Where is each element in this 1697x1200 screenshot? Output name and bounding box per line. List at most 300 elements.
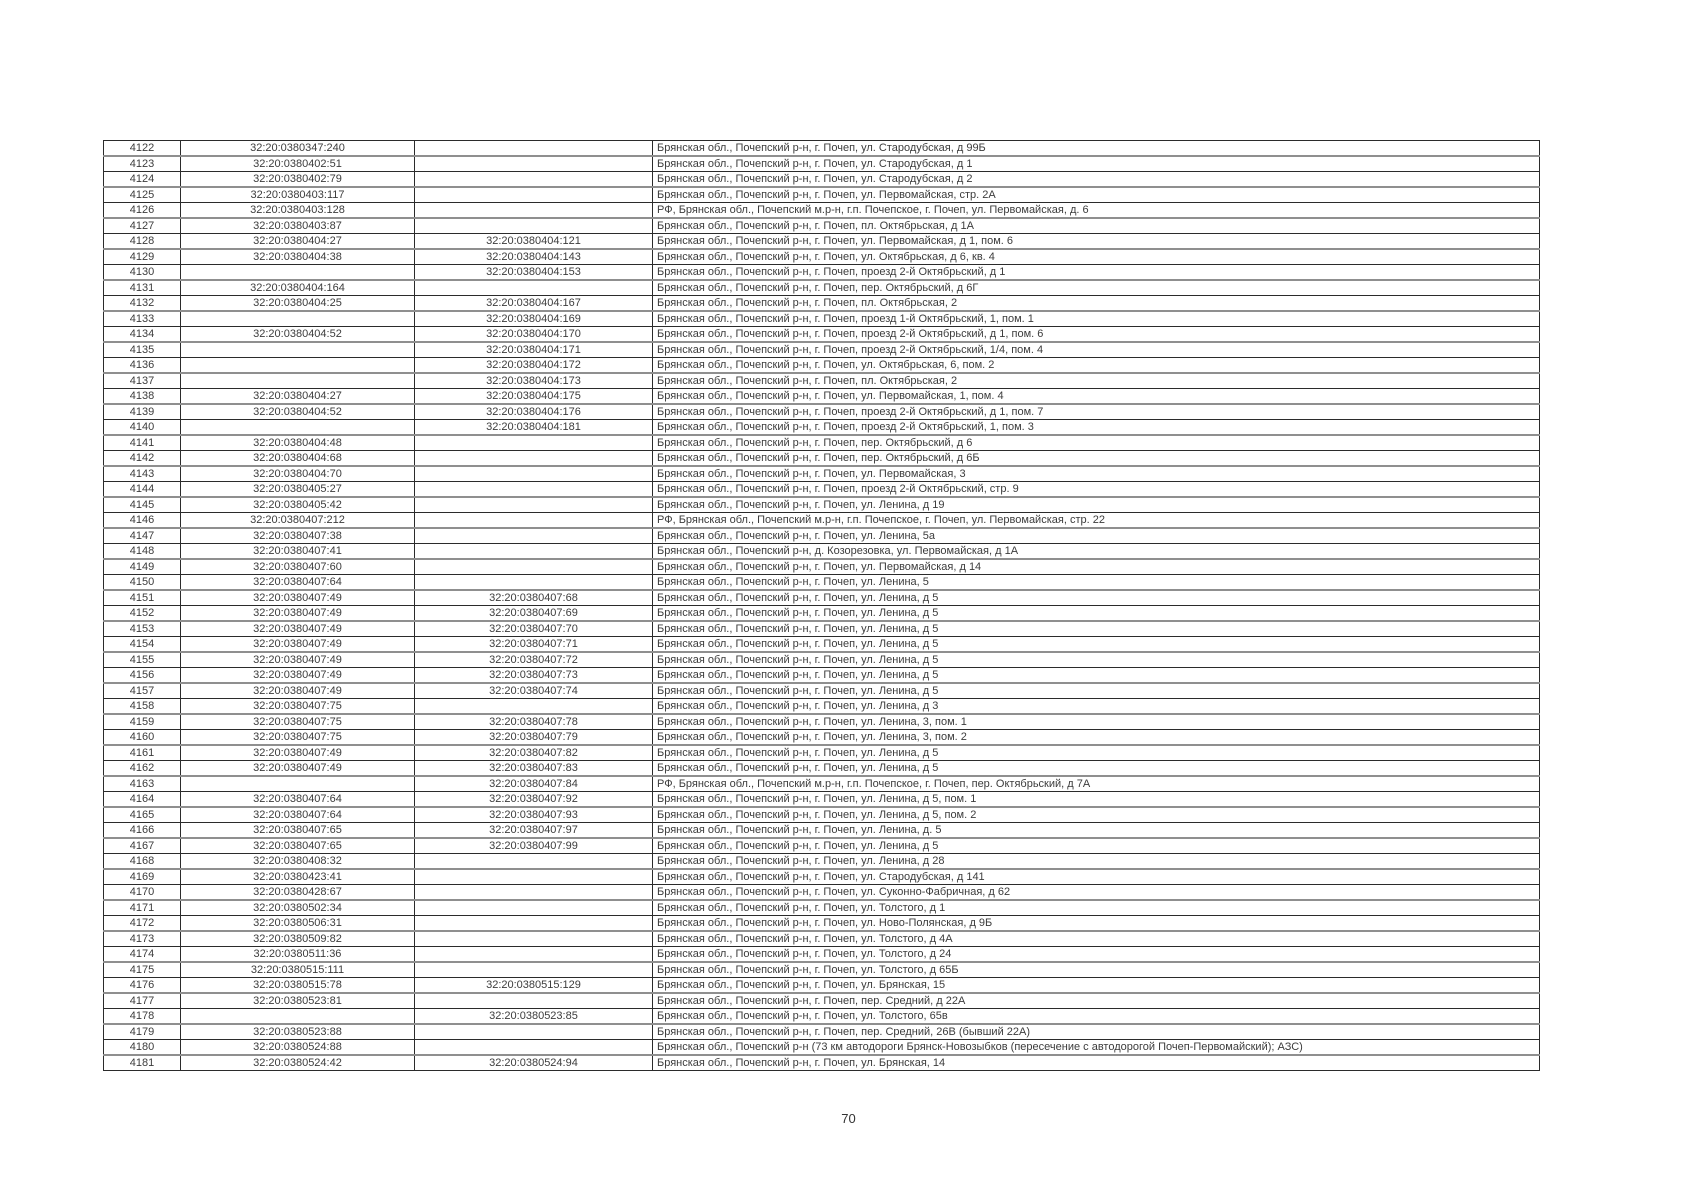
table-row (104, 730, 1540, 746)
table-row (104, 373, 1540, 389)
cadastral-number-cell (181, 265, 415, 281)
address-cell: Брянская обл., Почепский р-н, г. Почеп, пл. Октябрьская, 2 (653, 373, 1540, 389)
cadastral-number-cell: 32:20:0380523:88 (181, 1024, 415, 1040)
address-cell: Брянская обл., Почепский р-н, г. Почеп, ул. Ленина, д 5 (653, 745, 1540, 761)
table-row (104, 389, 1540, 405)
cadastral-number-cell: 32:20:0380407:75 (181, 699, 415, 715)
row-number-cell: 4136 (104, 358, 181, 374)
cadastral-number-cell: 32:20:0380407:60 (181, 559, 415, 575)
cadastral-number-2-cell (415, 497, 653, 513)
cadastral-number-cell: 32:20:0380407:49 (181, 621, 415, 637)
address-cell: Брянская обл., Почепский р-н, г. Почеп, пер. Октябрьский, д 6 (653, 435, 1540, 451)
table-row (104, 699, 1540, 715)
row-number-cell: 4180 (104, 1040, 181, 1056)
cadastral-number-2-cell: 32:20:0380407:93 (415, 807, 653, 823)
cadastral-number-2-cell: 32:20:0380404:181 (415, 420, 653, 436)
table-row (104, 435, 1540, 451)
row-number-cell: 4153 (104, 621, 181, 637)
cadastral-number-cell: 32:20:0380347:240 (181, 141, 415, 157)
row-number-cell: 4181 (104, 1055, 181, 1071)
table-row (104, 745, 1540, 761)
address-cell: Брянская обл., Почепский р-н, г. Почеп, ул. Ленина, 5а (653, 528, 1540, 544)
cadastral-number-2-cell (415, 699, 653, 715)
address-cell: Брянская обл., Почепский р-н, г. Почеп, ул. Первомайская, д 1, пом. 6 (653, 234, 1540, 250)
address-cell: Брянская обл., Почепский р-н, г. Почеп, ул. Ленина, д 19 (653, 497, 1540, 513)
table-row (104, 947, 1540, 963)
cadastral-number-cell: 32:20:0380404:38 (181, 249, 415, 265)
row-number-cell: 4132 (104, 296, 181, 312)
address-cell: Брянская обл., Почепский р-н, г. Почеп, ул. Ленина, д 5 (653, 668, 1540, 684)
cadastral-number-2-cell: 32:20:0380515:129 (415, 978, 653, 994)
cadastral-number-2-cell: 32:20:0380404:167 (415, 296, 653, 312)
table-row (104, 590, 1540, 606)
row-number-cell: 4146 (104, 513, 181, 529)
table-row (104, 203, 1540, 219)
cadastral-number-2-cell (415, 544, 653, 560)
address-cell: Брянская обл., Почепский р-н, г. Почеп, ул. Ленина, д 28 (653, 854, 1540, 870)
row-number-cell: 4128 (104, 234, 181, 250)
cadastral-number-cell: 32:20:0380407:49 (181, 606, 415, 622)
cadastral-number-2-cell (415, 1040, 653, 1056)
cadastral-number-2-cell (415, 513, 653, 529)
cadastral-number-2-cell (415, 559, 653, 575)
address-cell: Брянская обл., Почепский р-н, г. Почеп, пер. Средний, д 22А (653, 993, 1540, 1009)
cadastral-number-2-cell: 32:20:0380404:171 (415, 342, 653, 358)
address-cell: Брянская обл., Почепский р-н, г. Почеп, ул. Толстого, д 24 (653, 947, 1540, 963)
table-row (104, 714, 1540, 730)
cadastral-number-2-cell: 32:20:0380407:69 (415, 606, 653, 622)
row-number-cell: 4145 (104, 497, 181, 513)
row-number-cell: 4155 (104, 652, 181, 668)
table-row (104, 482, 1540, 498)
cadastral-number-2-cell: 32:20:0380404:173 (415, 373, 653, 389)
address-cell: Брянская обл., Почепский р-н, г. Почеп, ул. Ново-Полянская, д 9Б (653, 916, 1540, 932)
cadastral-number-2-cell (415, 187, 653, 203)
cadastral-number-cell: 32:20:0380404:52 (181, 327, 415, 343)
cadastral-number-cell: 32:20:0380404:70 (181, 466, 415, 482)
row-number-cell: 4177 (104, 993, 181, 1009)
cadastral-number-cell: 32:20:0380506:31 (181, 916, 415, 932)
cadastral-number-cell: 32:20:0380407:38 (181, 528, 415, 544)
row-number-cell: 4149 (104, 559, 181, 575)
address-cell: Брянская обл., Почепский р-н, г. Почеп, ул. Ленина, д 5 (653, 652, 1540, 668)
cadastral-number-cell: 32:20:0380407:64 (181, 807, 415, 823)
address-cell: Брянская обл., Почепский р-н, г. Почеп, ул. Первомайская, стр. 2А (653, 187, 1540, 203)
table-row (104, 420, 1540, 436)
cadastral-number-2-cell: 32:20:0380404:143 (415, 249, 653, 265)
row-number-cell: 4166 (104, 823, 181, 839)
cadastral-number-2-cell: 32:20:0380407:99 (415, 838, 653, 854)
row-number-cell: 4143 (104, 466, 181, 482)
address-cell: Брянская обл., Почепский р-н, г. Почеп, проезд 2-й Октябрьский, 1/4, пом. 4 (653, 342, 1540, 358)
row-number-cell: 4164 (104, 792, 181, 808)
cadastral-number-2-cell: 32:20:0380407:82 (415, 745, 653, 761)
address-cell: Брянская обл., Почепский р-н, г. Почеп, ул. Толстого, д 65Б (653, 962, 1540, 978)
cadastral-number-2-cell: 32:20:0380407:78 (415, 714, 653, 730)
address-cell: Брянская обл., Почепский р-н, г. Почеп, ул. Ленина, д 5 (653, 838, 1540, 854)
cadastral-number-2-cell (415, 482, 653, 498)
address-cell: Брянская обл., Почепский р-н, г. Почеп, пер. Октябрьский, д 6Г (653, 280, 1540, 296)
cadastral-number-cell: 32:20:0380407:212 (181, 513, 415, 529)
row-number-cell: 4169 (104, 869, 181, 885)
address-cell: Брянская обл., Почепский р-н, г. Почеп, пл. Октябрьская, 2 (653, 296, 1540, 312)
address-cell: Брянская обл., Почепский р-н, г. Почеп, ул. Ленина, д 5 (653, 621, 1540, 637)
table-row (104, 296, 1540, 312)
cadastral-number-2-cell: 32:20:0380404:121 (415, 234, 653, 250)
address-cell: Брянская обл., Почепский р-н, г. Почеп, ул. Ленина, 3, пом. 1 (653, 714, 1540, 730)
cadastral-number-2-cell (415, 451, 653, 467)
cadastral-number-cell (181, 358, 415, 374)
cadastral-number-2-cell: 32:20:0380524:94 (415, 1055, 653, 1071)
table-row (104, 900, 1540, 916)
address-cell: Брянская обл., Почепский р-н, г. Почеп, ул. Стародубская, д 141 (653, 869, 1540, 885)
row-number-cell: 4144 (104, 482, 181, 498)
cadastral-number-2-cell: 32:20:0380404:175 (415, 389, 653, 405)
cadastral-number-cell: 32:20:0380407:64 (181, 792, 415, 808)
address-cell: Брянская обл., Почепский р-н, г. Почеп, ул. Первомайская, д 14 (653, 559, 1540, 575)
cadastral-number-cell: 32:20:0380405:42 (181, 497, 415, 513)
row-number-cell: 4158 (104, 699, 181, 715)
row-number-cell: 4161 (104, 745, 181, 761)
cadastral-number-cell: 32:20:0380404:48 (181, 435, 415, 451)
cadastral-number-2-cell (415, 1024, 653, 1040)
address-cell: Брянская обл., Почепский р-н, г. Почеп, ул. Ленина, д 5 (653, 590, 1540, 606)
row-number-cell: 4125 (104, 187, 181, 203)
table-row (104, 931, 1540, 947)
cadastral-number-cell: 32:20:0380403:128 (181, 203, 415, 219)
row-number-cell: 4173 (104, 931, 181, 947)
cadastral-number-2-cell (415, 962, 653, 978)
cadastral-number-2-cell: 32:20:0380407:83 (415, 761, 653, 777)
row-number-cell: 4172 (104, 916, 181, 932)
address-cell: Брянская обл., Почепский р-н, г. Почеп, ул. Ленина, д 5 (653, 761, 1540, 777)
address-cell: Брянская обл., Почепский р-н, г. Почеп, ул. Ленина, д 5 (653, 606, 1540, 622)
address-cell: Брянская обл., Почепский р-н, г. Почеп, проезд 2-й Октябрьский, стр. 9 (653, 482, 1540, 498)
cadastral-number-2-cell (415, 575, 653, 591)
table-row (104, 993, 1540, 1009)
cadastral-number-2-cell (415, 203, 653, 219)
cadastral-number-cell: 32:20:0380407:49 (181, 652, 415, 668)
table-row (104, 559, 1540, 575)
table-row (104, 327, 1540, 343)
row-number-cell: 4168 (104, 854, 181, 870)
row-number-cell: 4127 (104, 218, 181, 234)
cadastral-number-2-cell: 32:20:0380407:79 (415, 730, 653, 746)
cadastral-number-2-cell (415, 931, 653, 947)
address-cell: Брянская обл., Почепский р-н, г. Почеп, ул. Стародубская, д 2 (653, 172, 1540, 188)
cadastral-number-2-cell (415, 854, 653, 870)
address-cell: РФ, Брянская обл., Почепский м.р-н, г.п. Почепское, г. Почеп, ул. Первомайская, стр. 22 (653, 513, 1540, 529)
cadastral-number-cell: 32:20:0380407:64 (181, 575, 415, 591)
cadastral-number-cell: 32:20:0380404:27 (181, 389, 415, 405)
cadastral-number-2-cell: 32:20:0380407:74 (415, 683, 653, 699)
row-number-cell: 4174 (104, 947, 181, 963)
cadastral-number-2-cell: 32:20:0380407:72 (415, 652, 653, 668)
row-number-cell: 4162 (104, 761, 181, 777)
row-number-cell: 4179 (104, 1024, 181, 1040)
cadastral-number-cell (181, 776, 415, 792)
row-number-cell: 4137 (104, 373, 181, 389)
cadastral-number-cell: 32:20:0380407:49 (181, 668, 415, 684)
address-cell: Брянская обл., Почепский р-н, г. Почеп, ул. Стародубская, д 99Б (653, 141, 1540, 157)
table-row (104, 141, 1540, 157)
cadastral-number-2-cell (415, 156, 653, 172)
cadastral-number-cell: 32:20:0380407:65 (181, 823, 415, 839)
table-row (104, 358, 1540, 374)
table-row (104, 637, 1540, 653)
address-cell: Брянская обл., Почепский р-н, г. Почеп, ул. Брянская, 14 (653, 1055, 1540, 1071)
row-number-cell: 4170 (104, 885, 181, 901)
cadastral-number-2-cell (415, 900, 653, 916)
table-row (104, 249, 1540, 265)
address-cell: Брянская обл., Почепский р-н, г. Почеп, ул. Брянская, 15 (653, 978, 1540, 994)
cadastral-number-2-cell (415, 280, 653, 296)
cadastral-number-cell (181, 373, 415, 389)
row-number-cell: 4124 (104, 172, 181, 188)
table-row (104, 544, 1540, 560)
cadastral-number-2-cell: 32:20:0380407:84 (415, 776, 653, 792)
address-cell: Брянская обл., Почепский р-н, д. Козорезовка, ул. Первомайская, д 1А (653, 544, 1540, 560)
address-cell: Брянская обл., Почепский р-н, г. Почеп, ул. Ленина, д. 5 (653, 823, 1540, 839)
cadastral-number-cell: 32:20:0380407:49 (181, 637, 415, 653)
table-row (104, 280, 1540, 296)
cadastral-number-cell: 32:20:0380403:117 (181, 187, 415, 203)
table-row (104, 807, 1540, 823)
cadastral-number-cell: 32:20:0380515:111 (181, 962, 415, 978)
address-cell: Брянская обл., Почепский р-н, г. Почеп, проезд 1-й Октябрьский, 1, пом. 1 (653, 311, 1540, 327)
cadastral-number-2-cell (415, 141, 653, 157)
cadastral-number-cell: 32:20:0380404:68 (181, 451, 415, 467)
row-number-cell: 4135 (104, 342, 181, 358)
cadastral-number-cell: 32:20:0380509:82 (181, 931, 415, 947)
row-number-cell: 4165 (104, 807, 181, 823)
address-cell: Брянская обл., Почепский р-н, г. Почеп, ул. Стародубская, д 1 (653, 156, 1540, 172)
cadastral-number-2-cell (415, 885, 653, 901)
cadastral-number-2-cell (415, 435, 653, 451)
row-number-cell: 4171 (104, 900, 181, 916)
address-cell: Брянская обл., Почепский р-н, г. Почеп, проезд 2-й Октябрьский, д 1 (653, 265, 1540, 281)
cadastral-number-cell: 32:20:0380407:75 (181, 714, 415, 730)
table-row (104, 792, 1540, 808)
address-cell: Брянская обл., Почепский р-н, г. Почеп, пер. Октябрьский, д 6Б (653, 451, 1540, 467)
cadastral-table (103, 140, 1540, 1071)
address-cell: Брянская обл., Почепский р-н, г. Почеп, ул. Ленина, 3, пом. 2 (653, 730, 1540, 746)
cadastral-number-cell: 32:20:0380407:49 (181, 761, 415, 777)
row-number-cell: 4131 (104, 280, 181, 296)
table-row (104, 668, 1540, 684)
address-cell: Брянская обл., Почепский р-н, г. Почеп, ул. Ленина, д 5, пом. 2 (653, 807, 1540, 823)
table-row (104, 1009, 1540, 1025)
row-number-cell: 4147 (104, 528, 181, 544)
row-number-cell: 4150 (104, 575, 181, 591)
cadastral-number-cell: 32:20:0380405:27 (181, 482, 415, 498)
address-cell: Брянская обл., Почепский р-н, г. Почеп, ул. Ленина, д 5, пом. 1 (653, 792, 1540, 808)
row-number-cell: 4138 (104, 389, 181, 405)
cadastral-number-2-cell: 32:20:0380407:73 (415, 668, 653, 684)
row-number-cell: 4163 (104, 776, 181, 792)
row-number-cell: 4151 (104, 590, 181, 606)
cadastral-number-2-cell: 32:20:0380404:169 (415, 311, 653, 327)
cadastral-number-2-cell (415, 869, 653, 885)
table-row (104, 451, 1540, 467)
cadastral-number-2-cell: 32:20:0380407:71 (415, 637, 653, 653)
cadastral-number-2-cell: 32:20:0380404:172 (415, 358, 653, 374)
cadastral-number-2-cell: 32:20:0380407:97 (415, 823, 653, 839)
address-cell: РФ, Брянская обл., Почепский м.р-н, г.п. Почепское, г. Почеп, пер. Октябрьский, д 7А (653, 776, 1540, 792)
row-number-cell: 4160 (104, 730, 181, 746)
table-row (104, 869, 1540, 885)
row-number-cell: 4167 (104, 838, 181, 854)
cadastral-number-cell: 32:20:0380428:67 (181, 885, 415, 901)
address-cell: Брянская обл., Почепский р-н, г. Почеп, ул. Ленина, д 3 (653, 699, 1540, 715)
address-cell: Брянская обл., Почепский р-н, г. Почеп, ул. Толстого, д 4А (653, 931, 1540, 947)
address-cell: Брянская обл., Почепский р-н, г. Почеп, ул. Ленина, д 5 (653, 683, 1540, 699)
row-number-cell: 4139 (104, 404, 181, 420)
table-row (104, 404, 1540, 420)
cadastral-number-cell (181, 311, 415, 327)
cadastral-number-2-cell: 32:20:0380404:153 (415, 265, 653, 281)
cadastral-number-cell: 32:20:0380523:81 (181, 993, 415, 1009)
address-cell: Брянская обл., Почепский р-н, г. Почеп, ул. Октябрьская, 6, пом. 2 (653, 358, 1540, 374)
table-row (104, 1055, 1540, 1071)
cadastral-number-cell: 32:20:0380407:49 (181, 683, 415, 699)
row-number-cell: 4123 (104, 156, 181, 172)
address-cell: РФ, Брянская обл., Почепский м.р-н, г.п. Почепское, г. Почеп, ул. Первомайская, д. 6 (653, 203, 1540, 219)
row-number-cell: 4140 (104, 420, 181, 436)
cadastral-number-cell: 32:20:0380404:52 (181, 404, 415, 420)
table-row (104, 187, 1540, 203)
address-cell: Брянская обл., Почепский р-н, г. Почеп, ул. Толстого, д 1 (653, 900, 1540, 916)
cadastral-number-cell (181, 420, 415, 436)
table-row (104, 978, 1540, 994)
table-row (104, 466, 1540, 482)
table-row (104, 621, 1540, 637)
row-number-cell: 4148 (104, 544, 181, 560)
address-cell: Брянская обл., Почепский р-н, г. Почеп, проезд 2-й Октябрьский, д 1, пом. 7 (653, 404, 1540, 420)
row-number-cell: 4129 (104, 249, 181, 265)
address-cell: Брянская обл., Почепский р-н, г. Почеп, ул. Ленина, 5 (653, 575, 1540, 591)
row-number-cell: 4156 (104, 668, 181, 684)
cadastral-number-2-cell: 32:20:0380523:85 (415, 1009, 653, 1025)
cadastral-number-cell: 32:20:0380407:49 (181, 590, 415, 606)
table-row (104, 497, 1540, 513)
table-row (104, 218, 1540, 234)
table-row (104, 1040, 1540, 1056)
cadastral-number-2-cell: 32:20:0380404:170 (415, 327, 653, 343)
cadastral-table-body (104, 141, 1540, 1071)
table-row (104, 172, 1540, 188)
table-row (104, 156, 1540, 172)
row-number-cell: 4133 (104, 311, 181, 327)
address-cell: Брянская обл., Почепский р-н, г. Почеп, ул. Первомайская, 3 (653, 466, 1540, 482)
cadastral-number-2-cell (415, 947, 653, 963)
cadastral-number-cell: 32:20:0380407:65 (181, 838, 415, 854)
address-cell: Брянская обл., Почепский р-н, г. Почеп, проезд 2-й Октябрьский, д 1, пом. 6 (653, 327, 1540, 343)
table-row (104, 652, 1540, 668)
row-number-cell: 4175 (104, 962, 181, 978)
cadastral-number-cell: 32:20:0380524:42 (181, 1055, 415, 1071)
row-number-cell: 4176 (104, 978, 181, 994)
address-cell: Брянская обл., Почепский р-н, г. Почеп, ул. Ленина, д 5 (653, 637, 1540, 653)
table-row (104, 761, 1540, 777)
table-row (104, 606, 1540, 622)
cadastral-number-cell: 32:20:0380423:41 (181, 869, 415, 885)
cadastral-number-cell: 32:20:0380403:87 (181, 218, 415, 234)
cadastral-number-2-cell (415, 172, 653, 188)
address-cell: Брянская обл., Почепский р-н, г. Почеп, проезд 2-й Октябрьский, 1, пом. 3 (653, 420, 1540, 436)
cadastral-number-cell: 32:20:0380404:25 (181, 296, 415, 312)
row-number-cell: 4130 (104, 265, 181, 281)
table-row (104, 885, 1540, 901)
cadastral-number-2-cell: 32:20:0380407:68 (415, 590, 653, 606)
address-cell: Брянская обл., Почепский р-н, г. Почеп, пер. Средний, 26В (бывший 22А) (653, 1024, 1540, 1040)
row-number-cell: 4154 (104, 637, 181, 653)
table-row (104, 1024, 1540, 1040)
cadastral-number-2-cell: 32:20:0380404:176 (415, 404, 653, 420)
row-number-cell: 4142 (104, 451, 181, 467)
cadastral-number-cell: 32:20:0380407:49 (181, 745, 415, 761)
address-cell: Брянская обл., Почепский р-н, г. Почеп, пл. Октябрьская, д 1А (653, 218, 1540, 234)
row-number-cell: 4159 (104, 714, 181, 730)
cadastral-number-2-cell (415, 218, 653, 234)
row-number-cell: 4141 (104, 435, 181, 451)
cadastral-number-cell: 32:20:0380515:78 (181, 978, 415, 994)
cadastral-number-2-cell (415, 466, 653, 482)
row-number-cell: 4122 (104, 141, 181, 157)
cadastral-number-cell: 32:20:0380402:51 (181, 156, 415, 172)
cadastral-number-cell (181, 342, 415, 358)
address-cell: Брянская обл., Почепский р-н, г. Почеп, ул. Толстого, 65в (653, 1009, 1540, 1025)
row-number-cell: 4178 (104, 1009, 181, 1025)
table-row (104, 683, 1540, 699)
cadastral-number-2-cell (415, 916, 653, 932)
table-row (104, 513, 1540, 529)
address-cell: Брянская обл., Почепский р-н, г. Почеп, ул. Октябрьская, д 6, кв. 4 (653, 249, 1540, 265)
table-row (104, 838, 1540, 854)
cadastral-number-cell: 32:20:0380407:41 (181, 544, 415, 560)
table-row (104, 342, 1540, 358)
table-row (104, 776, 1540, 792)
cadastral-number-2-cell (415, 993, 653, 1009)
cadastral-number-cell: 32:20:0380404:27 (181, 234, 415, 250)
table-row (104, 265, 1540, 281)
cadastral-number-2-cell: 32:20:0380407:92 (415, 792, 653, 808)
row-number-cell: 4134 (104, 327, 181, 343)
table-row (104, 823, 1540, 839)
table-row (104, 528, 1540, 544)
table-row (104, 854, 1540, 870)
cadastral-number-cell: 32:20:0380511:36 (181, 947, 415, 963)
table-row (104, 916, 1540, 932)
cadastral-number-cell: 32:20:0380524:88 (181, 1040, 415, 1056)
address-cell: Брянская обл., Почепский р-н (73 км автодороги Брянск-Новозыбков (пересечение с автодорогой Почеп-Первомайский); АЗС) (653, 1040, 1540, 1056)
address-cell: Брянская обл., Почепский р-н, г. Почеп, ул. Суконно-Фабричная, д 62 (653, 885, 1540, 901)
cadastral-number-cell: 32:20:0380407:75 (181, 730, 415, 746)
cadastral-number-cell (181, 1009, 415, 1025)
table-row (104, 311, 1540, 327)
table-row (104, 575, 1540, 591)
cadastral-number-cell: 32:20:0380404:164 (181, 280, 415, 296)
page-number: 70 (841, 1111, 856, 1126)
address-cell: Брянская обл., Почепский р-н, г. Почеп, ул. Первомайская, 1, пом. 4 (653, 389, 1540, 405)
cadastral-number-cell: 32:20:0380402:79 (181, 172, 415, 188)
table-row (104, 962, 1540, 978)
cadastral-number-cell: 32:20:0380502:34 (181, 900, 415, 916)
row-number-cell: 4157 (104, 683, 181, 699)
row-number-cell: 4126 (104, 203, 181, 219)
cadastral-number-2-cell: 32:20:0380407:70 (415, 621, 653, 637)
table-row (104, 234, 1540, 250)
